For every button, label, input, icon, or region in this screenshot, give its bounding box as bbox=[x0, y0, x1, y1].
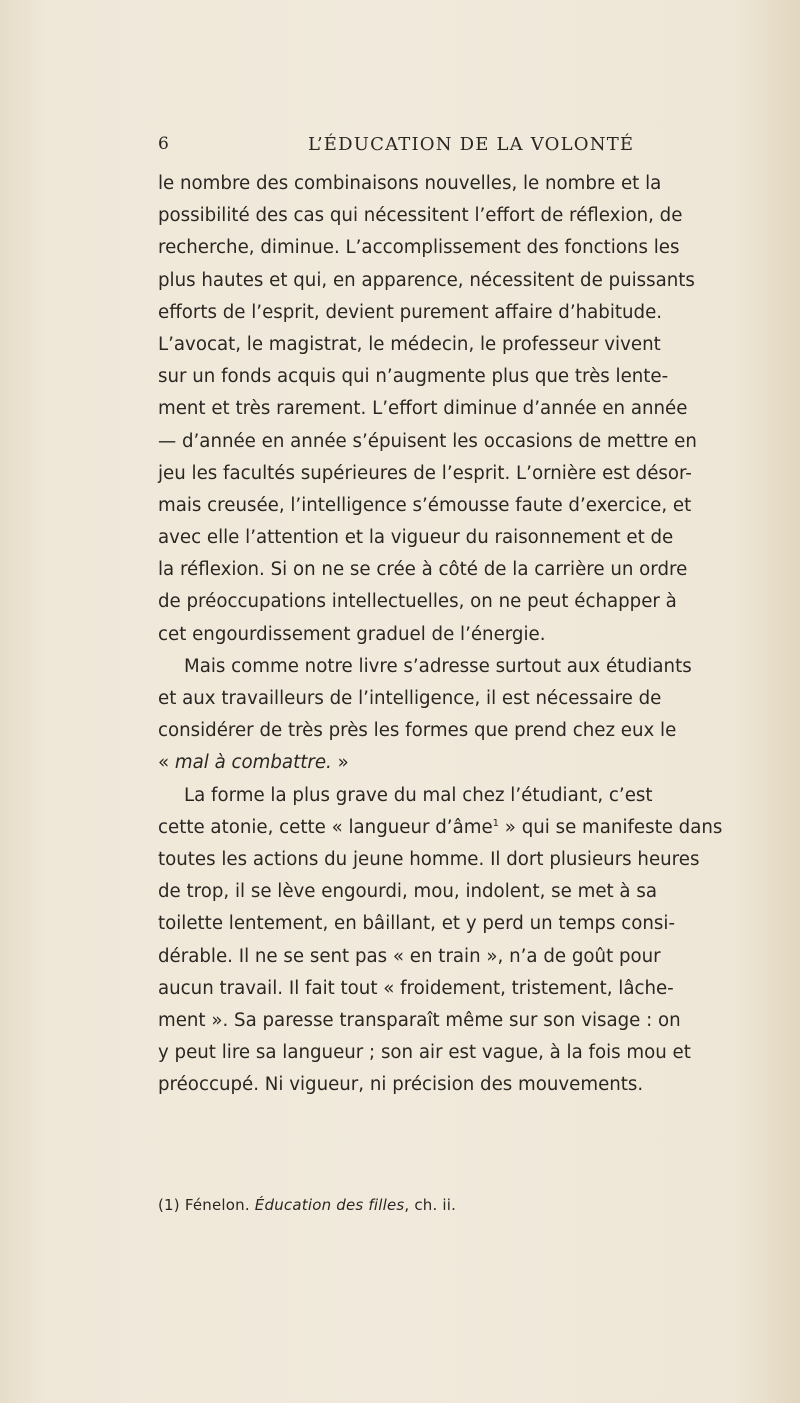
text-line: efforts de l’esprit, devient purement affaire d’habitude. bbox=[158, 301, 663, 323]
footnote-reference: 1 bbox=[492, 817, 500, 829]
footnote-number: (1) bbox=[158, 1196, 180, 1214]
text-line: aucun travail. Il fait tout « froidement, tristement, lâche- bbox=[158, 977, 674, 999]
footnote bbox=[158, 1196, 456, 1214]
text-line: jeu les facultés supérieures de l’esprit. L’ornière est désor- bbox=[158, 462, 692, 484]
body-text bbox=[158, 168, 723, 1101]
italic-phrase: mal à combattre. bbox=[174, 752, 332, 774]
running-head: L’ÉDUCATION DE LA VOLONTÉ bbox=[308, 134, 635, 155]
text-line: plus hautes et qui, en apparence, nécessitent de puissants bbox=[158, 269, 695, 291]
text-line: le nombre des combinaisons nouvelles, le nombre et la bbox=[158, 173, 662, 194]
text-line: mais creusée, l’intelligence s’émousse faute d’exercice, et bbox=[158, 494, 692, 516]
text-line: Mais comme notre livre s’adresse surtout aux étudiants bbox=[184, 655, 692, 677]
text-line: La forme la plus grave du mal chez l’étudiant, c’est bbox=[184, 784, 653, 806]
page-header bbox=[158, 134, 638, 164]
text-line: L’avocat, le magistrat, le médecin, le professeur vivent bbox=[158, 333, 661, 355]
text-line: préoccupé. Ni vigueur, ni précision des mouvements. bbox=[158, 1074, 644, 1096]
text-line: ment et très rarement. L’effort diminue d’année en année bbox=[158, 398, 688, 420]
text-line: possibilité des cas qui nécessitent l’effort de réflexion, de bbox=[158, 205, 683, 227]
text-line: ment ». Sa paresse transparaît même sur son visage : on bbox=[158, 1009, 681, 1031]
page-number: 6 bbox=[158, 134, 169, 154]
line-head: cette atonie, cette « langueur d’âme bbox=[158, 816, 493, 838]
line-tail: » qui se manifeste dans bbox=[499, 816, 723, 838]
text-line: toutes les actions du jeune homme. Il dort plusieurs heures bbox=[158, 848, 700, 870]
text-line: avec elle l’attention et la vigueur du raisonnement et de bbox=[158, 527, 674, 549]
text-line: cet engourdissement graduel de l’énergie. bbox=[158, 623, 546, 645]
text-line: et aux travailleurs de l’intelligence, il est nécessaire de bbox=[158, 688, 662, 709]
close-quote: » bbox=[331, 752, 349, 774]
text-line: la réflexion. Si on ne se crée à côté de la carrière un ordre bbox=[158, 559, 688, 581]
text-line: de trop, il se lève engourdi, mou, indolent, se met à sa bbox=[158, 881, 657, 903]
text-line: — d’année en année s’épuisent les occasions de mettre en bbox=[158, 430, 697, 452]
text-line: considérer de très près les formes que prend chez eux le bbox=[158, 720, 677, 742]
text-line: dérable. Il ne se sent pas « en train », n’a de goût pour bbox=[158, 945, 661, 967]
text-line: toilette lentement, en bâillant, et y perd un temps consi- bbox=[158, 913, 676, 935]
footnote-author: Fénelon. bbox=[184, 1196, 250, 1214]
text-line: recherche, diminue. L’accomplissement des fonctions les bbox=[158, 237, 680, 259]
text-line: sur un fonds acquis qui n’augmente plus que très lente- bbox=[158, 366, 669, 388]
text-line: y peut lire sa langueur ; son air est vague, à la fois mou et bbox=[158, 1042, 691, 1064]
open-quote: « bbox=[158, 752, 175, 774]
text-line: de préoccupations intellectuelles, on ne peut échapper à bbox=[158, 591, 677, 613]
footnote-chapter: , ch. ii. bbox=[404, 1196, 457, 1214]
italic-line bbox=[158, 747, 642, 779]
text-line-with-footnote bbox=[158, 812, 723, 844]
footnote-title: Éducation des filles bbox=[254, 1196, 405, 1214]
